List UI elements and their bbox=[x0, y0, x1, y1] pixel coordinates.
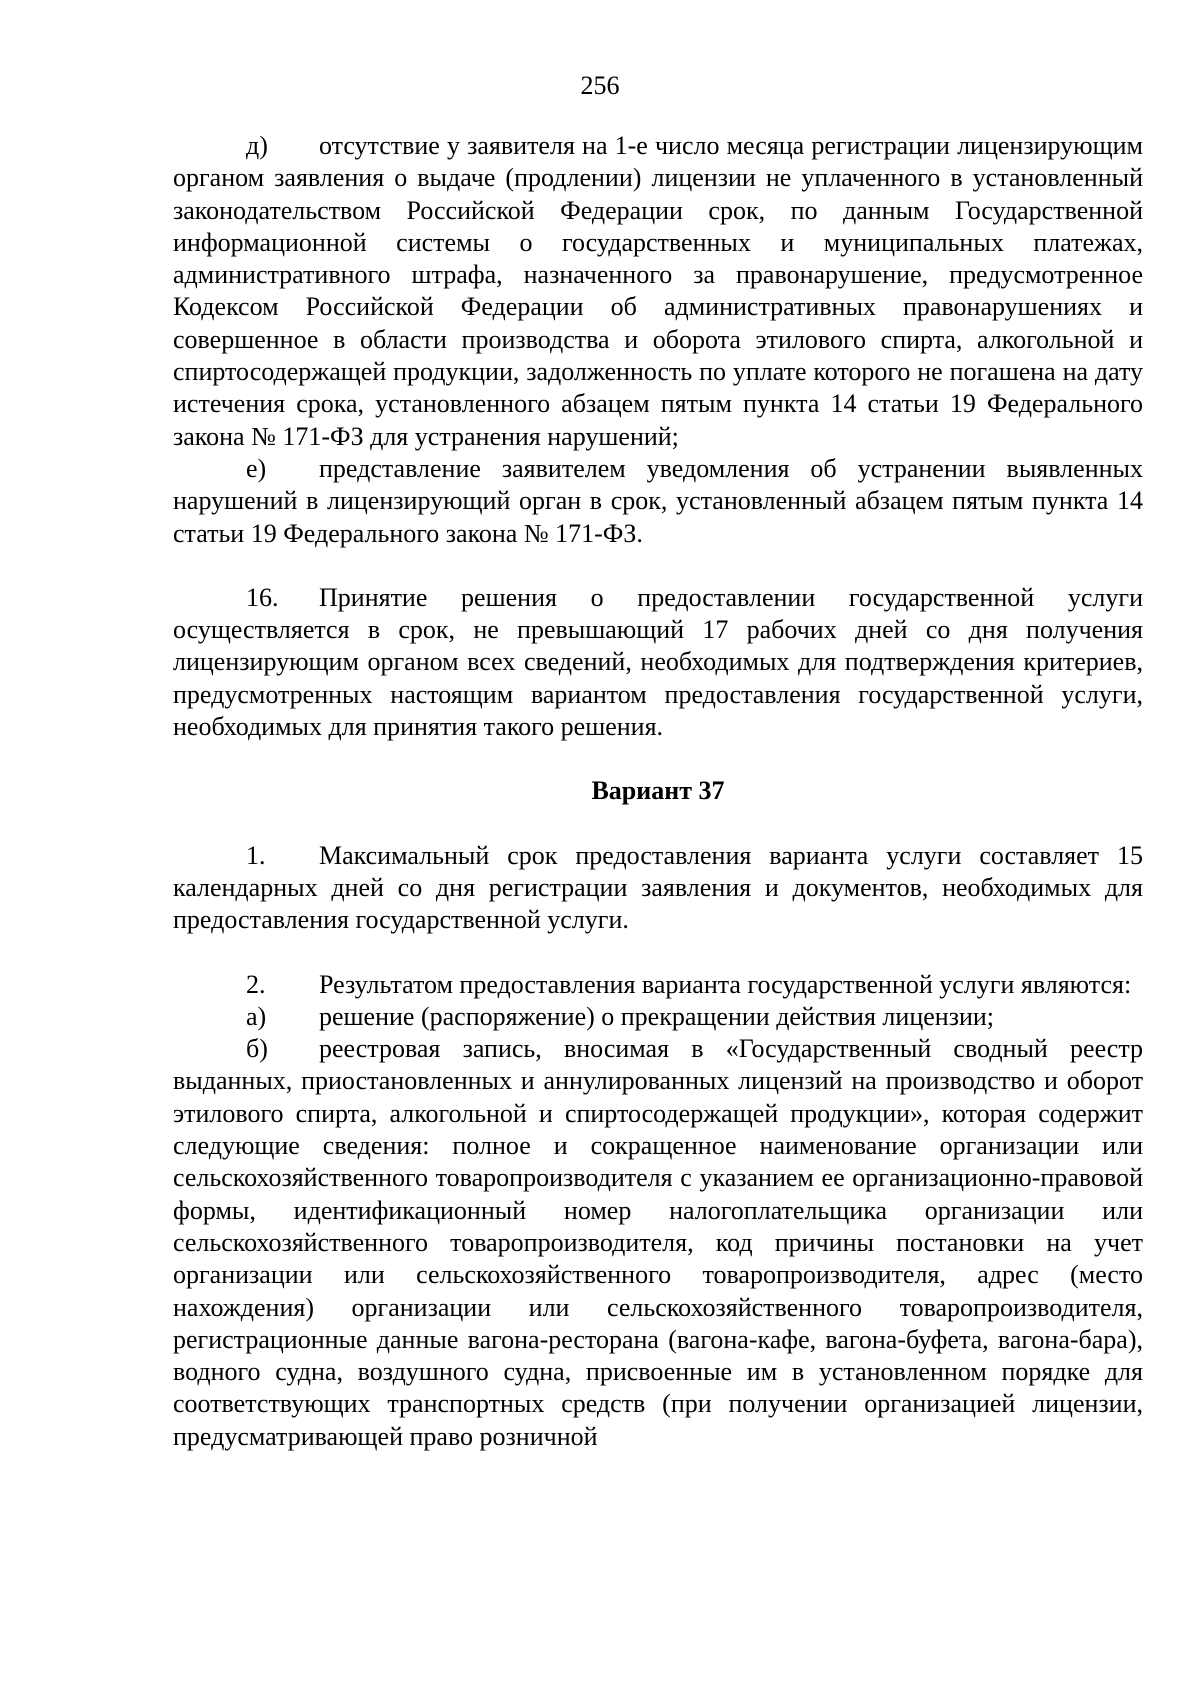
paragraph-2b bbox=[173, 1033, 1143, 1453]
paragraph-2a bbox=[173, 1001, 1143, 1033]
paragraph-e bbox=[173, 453, 1143, 550]
paragraph-16 bbox=[173, 582, 1143, 743]
paragraph-2 bbox=[173, 969, 1143, 1001]
page-number: 256 bbox=[580, 71, 620, 100]
paragraph-text: Результатом предоставления варианта государственной услуги являются: bbox=[319, 969, 1132, 999]
paragraph-marker: 16. bbox=[246, 582, 279, 612]
paragraph-text: Максимальный срок предоставления варианта услуги составляет 15 календарных дней со дня регистрации заявления и документов, необходимых для предоставления государственной услуги. bbox=[173, 840, 1143, 935]
paragraph-spacer bbox=[173, 743, 1143, 775]
section-heading: Вариант 37 bbox=[591, 776, 725, 806]
paragraph-text: реестровая запись, вносимая в «Государственный сводный реестр выданных, приостановленных и аннулированных лицензий на производство и оборот этилового спирта, алкогольной и спиртосодержащей продукции», которая содержит следующие сведения: полное и сокращенное наименование организации или сельскохозяйственного товаропроизводителя с указанием ее организационно-правовой формы, идентификационный номер налогоплательщика организации или сельскохозяйственного товаропроизводителя, код причины постановки на учет организации или сельскохозяйственного товаропроизводителя, адрес (место нахождения) организации или сельскохозяйственного товаропроизводителя, регистрационные данные вагона-ресторана (вагона-кафе, вагона-буфета, вагона-бара), водного судна, воздушного судна, присвоенные им в установленном порядке для соответствующих транспортных средств (при получении организацией лицензии, предусматривающей право розничной bbox=[173, 1034, 1143, 1451]
paragraph-marker: 1. bbox=[246, 840, 266, 870]
paragraph-spacer bbox=[173, 937, 1143, 969]
paragraph-marker: а) bbox=[246, 1001, 267, 1031]
paragraph-text: отсутствие у заявителя на 1-е число месяца регистрации лицензирующим органом заявления о выдаче (продлении) лицензии не уплаченного в установленный законодательством Российской Федерации срок, по данным Государственной информационной системы о государственных и муниципальных платежах, административного штрафа, назначенного за правонарушение, предусмотренное Кодексом Российской Федерации об административных правонарушениях и совершенное в области производства и оборота этилового спирта, алкогольной и спиртосодержащей продукции, задолженность по уплате которого не погашена на дату истечения срока, установленного абзацем пятым пункта 14 статьи 19 Федерального закона № 171-ФЗ для устранения нарушений; bbox=[173, 131, 1143, 451]
paragraph-text: решение (распоряжение) о прекращении действия лицензии; bbox=[319, 1001, 995, 1031]
paragraph-text: представление заявителем уведомления об устранении выявленных нарушений в лицензирующий орган в срок, установленный абзацем пятым пункта 14 статьи 19 Федерального закона № 171-ФЗ. bbox=[173, 453, 1143, 548]
paragraph-marker: 2. bbox=[246, 969, 266, 999]
paragraph-text: Принятие решения о предоставлении государственной услуги осуществляется в срок, не превышающий 17 рабочих дней со дня получения лицензирующим органом всех сведений, необходимых для подтверждения критериев, предусмотренных настоящим вариантом предоставления государственной услуги, необходимых для принятия такого решения. bbox=[173, 582, 1143, 742]
paragraph-marker: б) bbox=[246, 1034, 268, 1064]
document-body bbox=[173, 130, 1143, 1453]
paragraph-d bbox=[173, 130, 1143, 453]
paragraph-spacer bbox=[173, 808, 1143, 840]
paragraph-1 bbox=[173, 840, 1143, 937]
paragraph-marker: е) bbox=[246, 453, 267, 483]
paragraph-marker: д) bbox=[246, 131, 268, 160]
paragraph-spacer bbox=[173, 550, 1143, 582]
